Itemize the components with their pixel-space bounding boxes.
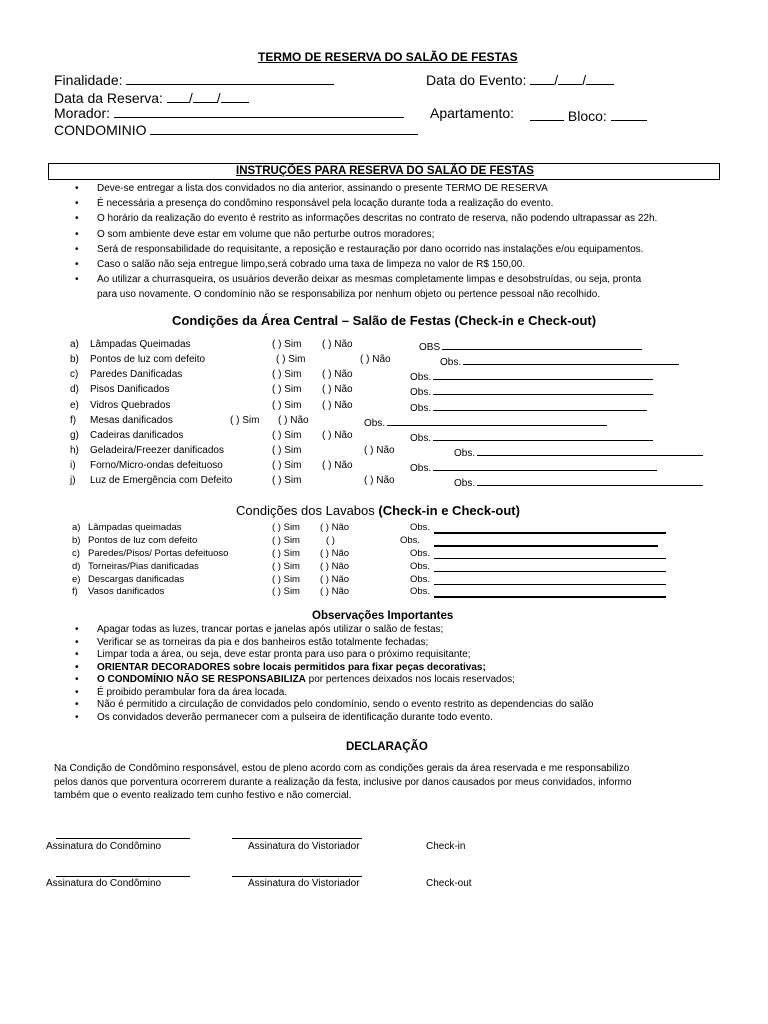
item-letter: c) [70, 369, 79, 380]
obs-line [433, 430, 653, 441]
obs-line [463, 354, 679, 365]
checklist-item-label: Cadeiras danificados [90, 430, 184, 441]
morador-field[interactable] [54, 105, 404, 121]
obs-line [434, 571, 666, 572]
finalidade-label: Finalidade: [54, 72, 123, 88]
obs-field[interactable] [419, 339, 642, 353]
obs-line [433, 369, 653, 380]
sim-checkbox[interactable]: ( ) Sim [230, 415, 260, 426]
obs-line [434, 545, 658, 547]
item-letter: d) [70, 384, 79, 395]
obs-label: Obs. [410, 561, 431, 572]
sim-checkbox[interactable]: ( ) Sim [272, 384, 302, 395]
obs-label: OBS [419, 342, 441, 353]
obs-label: Obs. [410, 387, 432, 398]
checklist-item-label: Luz de Emergência com Defeito [90, 475, 233, 486]
obs-label: Obs. [454, 478, 476, 489]
checklist-item-label: Lâmpadas queimadas [88, 522, 182, 533]
obs-label: Obs. [410, 372, 432, 383]
sim-checkbox[interactable]: ( ) Sim [272, 339, 302, 350]
apartamento-label: Apartamento: [430, 105, 515, 121]
item-letter: e) [72, 574, 81, 585]
list-item-bold: O CONDOMÍNIO NÃO SE RESPONSABILIZA [97, 674, 306, 685]
obs-line [434, 558, 666, 559]
item-letter: a) [72, 522, 81, 533]
morador-label: Morador: [54, 105, 111, 121]
list-item: • Será de responsabilidade do requisitante, a reposição e restauração por dano ocorrido nas instalações e/ou equipamentos. [97, 242, 657, 257]
data-evento-day-line [530, 72, 554, 85]
checklist-item-label: Torneiras/Pias danificadas [88, 561, 199, 572]
list-item: • Caso o salão não seja entregue limpo,será cobrado uma taxa de limpeza no valor de R$ 150,00. [97, 257, 657, 272]
obs-line [387, 415, 607, 426]
obs-field[interactable] [454, 445, 703, 459]
data-evento-month-line [558, 72, 582, 85]
date-slash: / [216, 90, 221, 106]
condominio-field[interactable] [54, 122, 418, 138]
signature-label-vistoriador: Assinatura do Vistoriador [248, 841, 360, 852]
instructions-list [97, 181, 657, 303]
obs-line [434, 532, 666, 534]
list-item-continuation [97, 287, 657, 302]
list-item: • O som ambiente deve estar em volume que não perturbe outros moradores; [97, 227, 657, 242]
item-letter: e) [70, 400, 79, 411]
lavabos-title-bold: (Check-in e Check-out) [378, 503, 520, 518]
nao-checkbox[interactable]: ( ) Não [364, 445, 395, 456]
checklist-item-label: Lâmpadas Queimadas [90, 339, 191, 350]
item-letter: a) [70, 339, 79, 350]
item-letter: i) [70, 460, 76, 471]
data-reserva-month-line [193, 90, 217, 103]
sim-checkbox[interactable]: ( ) Sim [272, 522, 300, 533]
obs-field[interactable] [410, 548, 430, 559]
list-item: • Ao utilizar a churrasqueira, os usuários deverão deixar as mesmas completamente limpas e desobstruídas, ou seja, pronta [97, 272, 657, 287]
declaracao-line: também que o evento realizado tem cunho festivo e não comercial. [54, 790, 352, 801]
obs-line [477, 445, 703, 456]
item-letter: j) [70, 475, 76, 486]
date-slash: / [188, 90, 193, 106]
nao-checkbox[interactable]: ( ) Não [320, 586, 350, 597]
obs-field[interactable] [410, 574, 430, 585]
checklist-item-label: Pontos de luz com defeito [90, 354, 206, 365]
checklist-item-label: Pisos Danificados [90, 384, 170, 395]
morador-line [114, 105, 404, 118]
bloco-label: Bloco: [567, 108, 607, 124]
sim-checkbox[interactable]: ( ) Sim [272, 430, 302, 441]
obs-label: Obs. [410, 586, 431, 597]
data-evento-year-line [586, 72, 614, 85]
list-item: • Os convidados deverão permanecer com a pulseira de identificação durante todo evento. [97, 712, 593, 725]
data-reserva-day-line [167, 90, 189, 103]
signature-label-condomino: Assinatura do Condômino [46, 841, 162, 852]
nao-checkbox[interactable]: ( ) Não [360, 354, 391, 365]
signature-label-condomino: Assinatura do Condômino [46, 878, 162, 889]
nao-checkbox[interactable]: ( ) Não [322, 339, 353, 350]
obs-label: Obs. [410, 463, 432, 474]
list-item: • Deve-se entregar a lista dos convidados no dia anterior, assinando o presente TERMO DE RESERVA [97, 181, 657, 196]
checklist-item-label: Descargas danificadas [88, 574, 185, 585]
signature-line-vistoriador-checkout[interactable] [232, 876, 362, 877]
obs-line [433, 384, 653, 395]
nao-checkbox[interactable]: ( ) Não [320, 548, 350, 559]
checklist-item-label: Mesas danificados [90, 415, 173, 426]
item-letter: b) [72, 535, 81, 546]
document-title: TERMO DE RESERVA DO SALÃO DE FESTAS [258, 50, 518, 64]
sim-checkbox[interactable]: ( ) Sim [272, 561, 300, 572]
data-reserva-field[interactable] [54, 90, 249, 106]
list-item: • Não é permitido a circulação de convidados pelo condomínio, sendo o evento restrito as dependencias do salão [97, 699, 593, 712]
nao-checkbox[interactable]: ( ) Não [278, 415, 309, 426]
sim-checkbox[interactable]: ( ) Sim [272, 369, 302, 380]
declaracao-text [54, 762, 632, 803]
signature-line-vistoriador-checkin[interactable] [232, 838, 362, 839]
list-item: • É necessária a presença do condômino responsável pela locação durante toda a realização do evento. [97, 196, 657, 211]
obs-line [433, 460, 657, 471]
nao-checkbox[interactable]: ( ) Não [364, 475, 395, 486]
obs-field[interactable] [410, 460, 657, 474]
obs-field[interactable] [454, 475, 703, 489]
item-letter: f) [70, 415, 77, 426]
sim-checkbox[interactable]: ( ) Sim [272, 475, 302, 486]
declaracao-line: Na Condição de Condômino responsável, estou de pleno acordo com as condições gerais da área reservada e me responsabilizo [54, 763, 630, 774]
lavabos-section-title [236, 503, 520, 518]
sim-checkbox[interactable]: ( ) Sim [272, 535, 300, 546]
list-item: • Limpar toda a área, ou seja, deve estar pronta para uso para o próximo requisitante; [97, 649, 593, 662]
apartamento-field[interactable] [430, 105, 514, 121]
sim-checkbox[interactable]: ( ) Sim [272, 400, 302, 411]
list-item: • ORIENTAR DECORADORES sobre locais permitidos para fixar peças decorativas; [97, 662, 593, 675]
condominio-label: CONDOMINIO [54, 122, 147, 138]
condominio-line [150, 122, 418, 135]
sim-checkbox[interactable]: ( ) Sim [272, 574, 300, 585]
declaracao-line: pelos danos que porventura ocorrerem durante a realização da festa, inclusive por danos causados por meus convidados, informo [54, 776, 632, 788]
list-item: • Verificar se as torneiras da pia e dos banheiros estão totalmente fechadas; [97, 637, 593, 650]
data-evento-field[interactable] [426, 72, 614, 88]
obs-label: Obs. [440, 357, 462, 368]
obs-label: Obs. [410, 522, 431, 533]
finalidade-field[interactable] [54, 72, 334, 88]
observacoes-list [97, 624, 593, 724]
checkin-label: Check-in [426, 841, 466, 852]
nao-checkbox[interactable]: ( ) Não [322, 400, 353, 411]
nao-checkbox[interactable]: ( ) Não [322, 460, 353, 471]
bloco-field[interactable] [530, 108, 647, 124]
obs-line [434, 584, 666, 585]
obs-field[interactable] [400, 535, 420, 546]
bloco-line [611, 108, 647, 121]
finalidade-line [126, 72, 334, 85]
obs-label: Obs. [400, 535, 421, 546]
sim-checkbox[interactable]: ( ) Sim [276, 354, 306, 365]
checklist-item-label: Vasos danificados [88, 586, 165, 597]
nao-checkbox[interactable]: ( ) Não [322, 384, 353, 395]
checklist-item-label: Pontos de luz com defeito [88, 535, 198, 546]
list-item-rest: por pertences deixados nos locais reservados; [305, 674, 515, 685]
nao-checkbox[interactable]: ( ) [326, 535, 335, 546]
list-item-continuation-text: para uso novamente. O condomínio não se responsabiliza por nenhum objeto ou pertence pessoal não recolhido. [97, 289, 601, 301]
data-reserva-year-line [221, 90, 249, 103]
obs-field[interactable] [410, 561, 430, 572]
nao-checkbox[interactable]: ( ) Não [322, 430, 353, 441]
list-item: • Apagar todas as luzes, trancar portas e janelas após utilizar o salão de festas; [97, 624, 593, 637]
date-slash: / [582, 72, 587, 88]
sim-checkbox[interactable]: ( ) Sim [272, 586, 300, 597]
obs-label: Obs. [410, 433, 432, 444]
obs-field[interactable] [410, 522, 430, 533]
signature-line-condomino-checkout[interactable] [56, 876, 190, 877]
obs-field[interactable] [410, 384, 653, 398]
checkout-label: Check-out [426, 878, 472, 889]
observacoes-title: Observações Importantes [312, 610, 454, 622]
data-reserva-label: Data da Reserva: [54, 90, 163, 106]
list-item [97, 674, 593, 687]
signature-line-condomino-checkin[interactable] [56, 838, 190, 839]
item-letter: d) [72, 561, 81, 572]
obs-label: Obs. [410, 574, 431, 585]
item-letter: b) [70, 354, 79, 365]
central-section-title: Condições da Área Central – Salão de Festas (Check-in e Check-out) [172, 313, 597, 328]
date-slash: / [554, 72, 559, 88]
instructions-title: INSTRUÇÕES PARA RESERVA DO SALÃO DE FESTAS [236, 165, 534, 177]
obs-line [477, 475, 703, 486]
obs-label: Obs. [364, 418, 386, 429]
nao-checkbox[interactable]: ( ) Não [320, 574, 350, 585]
obs-field[interactable] [364, 415, 607, 429]
nao-checkbox[interactable]: ( ) Não [320, 561, 350, 572]
obs-field[interactable] [410, 369, 653, 383]
obs-line [442, 339, 642, 350]
obs-field[interactable] [410, 430, 653, 444]
obs-field[interactable] [410, 400, 647, 414]
checklist-item-label: Forno/Micro-ondas defeituoso [90, 460, 223, 471]
list-item: • O horário da realização do evento é restrito as informações descritas no contrato de reserva, não podendo ultrapassar as 22h. [97, 211, 657, 226]
obs-field[interactable] [440, 354, 679, 368]
item-letter: h) [70, 445, 79, 456]
obs-label: Obs. [410, 548, 431, 559]
nao-checkbox[interactable]: ( ) Não [322, 369, 353, 380]
nao-checkbox[interactable]: ( ) Não [320, 522, 350, 533]
sim-checkbox[interactable]: ( ) Sim [272, 548, 300, 559]
obs-line [433, 400, 647, 411]
obs-line [434, 596, 666, 598]
item-letter: g) [70, 430, 79, 441]
sim-checkbox[interactable]: ( ) Sim [272, 460, 302, 471]
declaracao-title: DECLARAÇÃO [346, 741, 428, 753]
checklist-item-label: Geladeira/Freezer danificados [90, 445, 224, 456]
checklist-item-label: Vidros Quebrados [90, 400, 171, 411]
checklist-item-label: Paredes/Pisos/ Portas defeituoso [88, 548, 229, 559]
item-letter: f) [72, 586, 78, 597]
data-evento-label: Data do Evento: [426, 72, 527, 88]
apartamento-line [530, 108, 564, 121]
obs-label: Obs. [410, 403, 432, 414]
list-item: • É proibido perambular fora da área locada. [97, 687, 593, 700]
signature-label-vistoriador: Assinatura do Vistoriador [248, 878, 360, 889]
lavabos-title-plain: Condições dos Lavabos [236, 503, 379, 518]
sim-checkbox[interactable]: ( ) Sim [272, 445, 302, 456]
obs-field[interactable] [410, 586, 430, 597]
checklist-item-label: Paredes Danificadas [90, 369, 183, 380]
item-letter: c) [72, 548, 80, 559]
obs-label: Obs. [454, 448, 476, 459]
